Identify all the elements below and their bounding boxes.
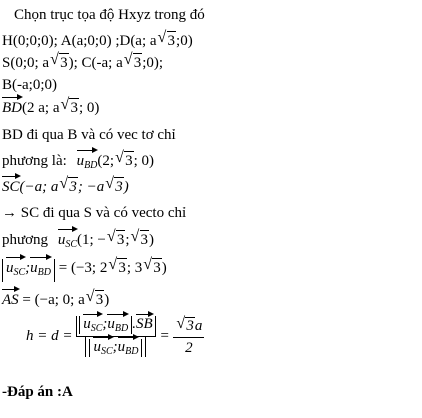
vector-sc-mid: ; −a: [77, 179, 105, 195]
answer-text: -Đáp án :A: [2, 384, 73, 400]
sc-direction-text: → SC đi qua S và có vecto chỉ: [2, 205, 187, 221]
vector-u-sc: $u_{SC}$: [58, 231, 77, 254]
vector-bd: BD: [2, 100, 22, 116]
points-hda-text: H(0;0;0); A(a;0;0) ;D(a; a: [2, 33, 157, 49]
u-sc-end: ): [149, 232, 155, 248]
sqrt-3: √ 3: [133, 53, 143, 72]
cross-product-bracket: $u_{SC};u_{BD}$: [2, 259, 55, 282]
u-sc-coords: (1; −: [76, 232, 106, 248]
line-4: [2, 76, 57, 94]
line-7: [2, 151, 154, 175]
direction-label: phương: [2, 232, 49, 248]
vector-bd-end: ; 0): [78, 100, 100, 116]
sqrt-3: √ 3: [116, 230, 126, 249]
result-fraction: √ $\frac{3a}{2}$: [173, 317, 204, 357]
vector-sc-coords: (−a; a: [19, 179, 59, 195]
sqrt-3: √ 3: [69, 98, 79, 117]
answer-line: [2, 383, 73, 401]
line-12: [2, 290, 109, 309]
point-b-text: B(-a;0;0): [2, 77, 57, 93]
vector-sc-end: ): [123, 179, 129, 195]
line-10: [2, 230, 154, 254]
line-5: [2, 98, 99, 117]
vector-u-bd: $u_{BD}$: [30, 259, 51, 282]
sqrt-3: √ 3: [124, 151, 134, 170]
vector-u-sc: $u_{SC}$: [6, 259, 25, 282]
sqrt-3: √ 3: [117, 258, 127, 277]
distance-denominator: $u_{SC};u_{BD}$: [85, 337, 146, 357]
line-9: [2, 204, 186, 222]
distance-formula-label: h = d =: [26, 328, 73, 344]
u-sc-sep: ;: [125, 232, 130, 248]
sqrt-3: √ 3: [167, 31, 177, 50]
sqrt-3: √ 3: [140, 230, 150, 249]
sqrt-3: √ 3: [68, 177, 78, 196]
u-bd-coords: (2;: [97, 153, 115, 169]
sqrt-3: √ 3: [114, 177, 124, 196]
distance-fraction: [76, 316, 155, 357]
line-2: [2, 31, 193, 50]
sqrt-3: √ 3: [95, 290, 105, 309]
vector-as-coords: = (−a; 0; a: [22, 292, 85, 308]
equals-sign: =: [159, 328, 170, 344]
cross-product-end: ): [161, 260, 167, 276]
cross-product-mid: ; 3: [126, 260, 143, 276]
line-6: [2, 126, 176, 144]
vector-as-end: ): [104, 292, 110, 308]
line-11: [2, 258, 167, 282]
u-bd-end: ; 0): [133, 153, 154, 169]
line-1: [14, 6, 205, 24]
point-s-text: S(0;0; a: [2, 55, 50, 71]
vector-bd-coords: (2 a; a: [22, 100, 60, 116]
sqrt-3: √ 3: [152, 258, 162, 277]
direction-label: phương là:: [2, 153, 67, 169]
cross-product-result: = (−3; 2: [58, 260, 108, 276]
line-13: [26, 316, 204, 357]
line-8: [2, 177, 129, 196]
coord-setup-text: Chọn trục tọa độ Hxyz trong đó: [14, 7, 205, 23]
vector-u-bd: $u_{BD}$: [77, 152, 98, 175]
bd-direction-text: BD đi qua B và có vec tơ chỉ: [2, 127, 176, 143]
sqrt-3: √ 3: [59, 53, 69, 72]
vector-as: AS: [2, 292, 19, 308]
distance-numerator: $u_{SC};u_{BD}$ .SB: [76, 316, 155, 337]
points-hda-end: ;0): [176, 33, 193, 49]
point-c-text: ); C(-a; a: [68, 55, 123, 71]
line-3: [2, 53, 163, 72]
vector-sc: SC: [2, 179, 20, 195]
point-c-end: ;0);: [142, 55, 164, 71]
